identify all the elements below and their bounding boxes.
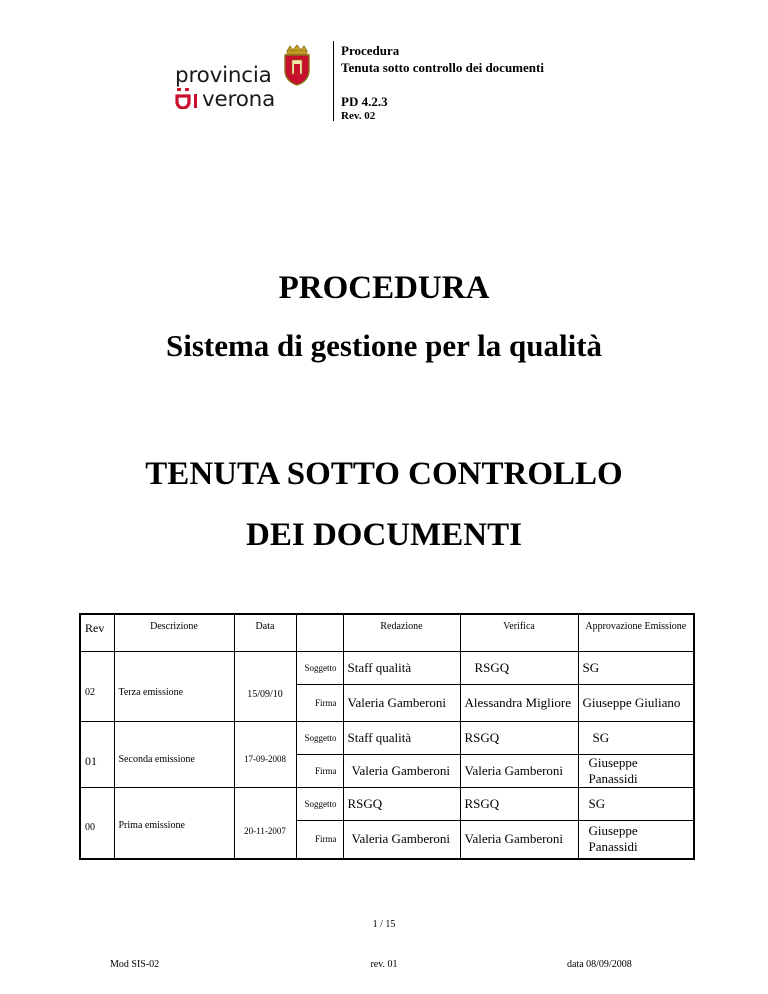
soggetto-verifica: RSGQ bbox=[460, 721, 578, 754]
header-empty bbox=[296, 614, 343, 652]
firma-approvazione: Giuseppe Panassidi bbox=[578, 820, 694, 859]
header-redazione: Redazione bbox=[343, 614, 460, 652]
firma-redazione: Valeria Gamberoni bbox=[343, 754, 460, 787]
soggetto-approvazione: SG bbox=[578, 721, 694, 754]
logo-mark-icon bbox=[175, 87, 201, 109]
header-doc-title: Tenuta sotto controllo dei documenti bbox=[341, 60, 544, 75]
header-revision: Rev. 02 bbox=[341, 110, 376, 122]
firma-verifica: Valeria Gamberoni bbox=[460, 754, 578, 787]
label-soggetto: Soggetto bbox=[296, 721, 343, 754]
descrizione-cell bbox=[114, 721, 234, 754]
data-text: 17-09-2008 bbox=[234, 754, 296, 787]
label-firma: Firma bbox=[296, 820, 343, 859]
soggetto-approvazione: SG bbox=[578, 652, 694, 685]
rev-cell bbox=[80, 652, 114, 685]
table-row bbox=[80, 685, 694, 722]
data-cell bbox=[234, 721, 296, 754]
firma-approvazione: Giuseppe Panassidi bbox=[578, 754, 694, 787]
soggetto-redazione: Staff qualità bbox=[343, 652, 460, 685]
table-header-row bbox=[80, 614, 694, 652]
rev-cell bbox=[80, 787, 114, 820]
logo-text-provincia: provincia bbox=[175, 63, 272, 88]
footer-module-date: data 08/09/2008 bbox=[567, 959, 632, 970]
header-data: Data bbox=[234, 614, 296, 652]
data-cell bbox=[234, 787, 296, 820]
footer-module: Mod SIS-02 bbox=[110, 959, 160, 970]
data-text: 15/09/10 bbox=[234, 685, 296, 722]
rev-number: 01 bbox=[80, 754, 114, 787]
firma-verifica: Alessandra Migliore bbox=[460, 685, 578, 722]
descrizione-text: Prima emissione bbox=[114, 820, 234, 859]
table-row bbox=[80, 721, 694, 754]
revision-table bbox=[79, 613, 695, 860]
rev-number: 02 bbox=[80, 685, 114, 722]
soggetto-redazione: Staff qualità bbox=[343, 721, 460, 754]
descrizione-cell bbox=[114, 787, 234, 820]
label-firma: Firma bbox=[296, 754, 343, 787]
crest-icon bbox=[281, 44, 313, 86]
label-soggetto: Soggetto bbox=[296, 787, 343, 820]
rev-cell bbox=[80, 721, 114, 754]
firma-redazione: Valeria Gamberoni bbox=[343, 820, 460, 859]
header-code: PD 4.2.3 bbox=[341, 94, 388, 109]
header-doc-type: Procedura bbox=[341, 43, 400, 58]
soggetto-approvazione: SG bbox=[578, 787, 694, 820]
footer-module-rev: rev. 01 bbox=[370, 959, 398, 970]
header-rev: Rev bbox=[80, 614, 114, 652]
soggetto-verifica: RSGQ bbox=[460, 652, 578, 685]
table-row bbox=[80, 754, 694, 787]
provincia-verona-logo bbox=[172, 44, 324, 114]
descrizione-text: Terza emissione bbox=[114, 685, 234, 722]
rev-number: 00 bbox=[80, 820, 114, 859]
header-verifica: Verifica bbox=[460, 614, 578, 652]
label-firma: Firma bbox=[296, 685, 343, 722]
firma-verifica: Valeria Gamberoni bbox=[460, 820, 578, 859]
descrizione-cell bbox=[114, 652, 234, 685]
soggetto-verifica: RSGQ bbox=[460, 787, 578, 820]
title-sistema: Sistema di gestione per la qualità bbox=[165, 328, 603, 363]
header-approvazione: Approvazione Emissione bbox=[578, 614, 694, 652]
data-text: 20-11-2007 bbox=[234, 820, 296, 859]
table-row bbox=[80, 820, 694, 859]
soggetto-redazione: RSGQ bbox=[343, 787, 460, 820]
data-cell bbox=[234, 652, 296, 685]
title-procedura: PROCEDURA bbox=[278, 270, 490, 306]
table-row bbox=[80, 652, 694, 685]
table-row bbox=[80, 787, 694, 820]
page-number: 1 / 15 bbox=[372, 919, 396, 930]
firma-redazione: Valeria Gamberoni bbox=[343, 685, 460, 722]
descrizione-text: Seconda emissione bbox=[114, 754, 234, 787]
header-divider bbox=[333, 41, 334, 121]
title-tenuta: TENUTA SOTTO CONTROLLO bbox=[145, 456, 623, 492]
title-documenti: DEI DOCUMENTI bbox=[246, 517, 522, 553]
firma-approvazione: Giuseppe Giuliano bbox=[578, 685, 694, 722]
header-descrizione: Descrizione bbox=[114, 614, 234, 652]
logo-text-verona: verona bbox=[202, 87, 276, 112]
label-soggetto: Soggetto bbox=[296, 652, 343, 685]
